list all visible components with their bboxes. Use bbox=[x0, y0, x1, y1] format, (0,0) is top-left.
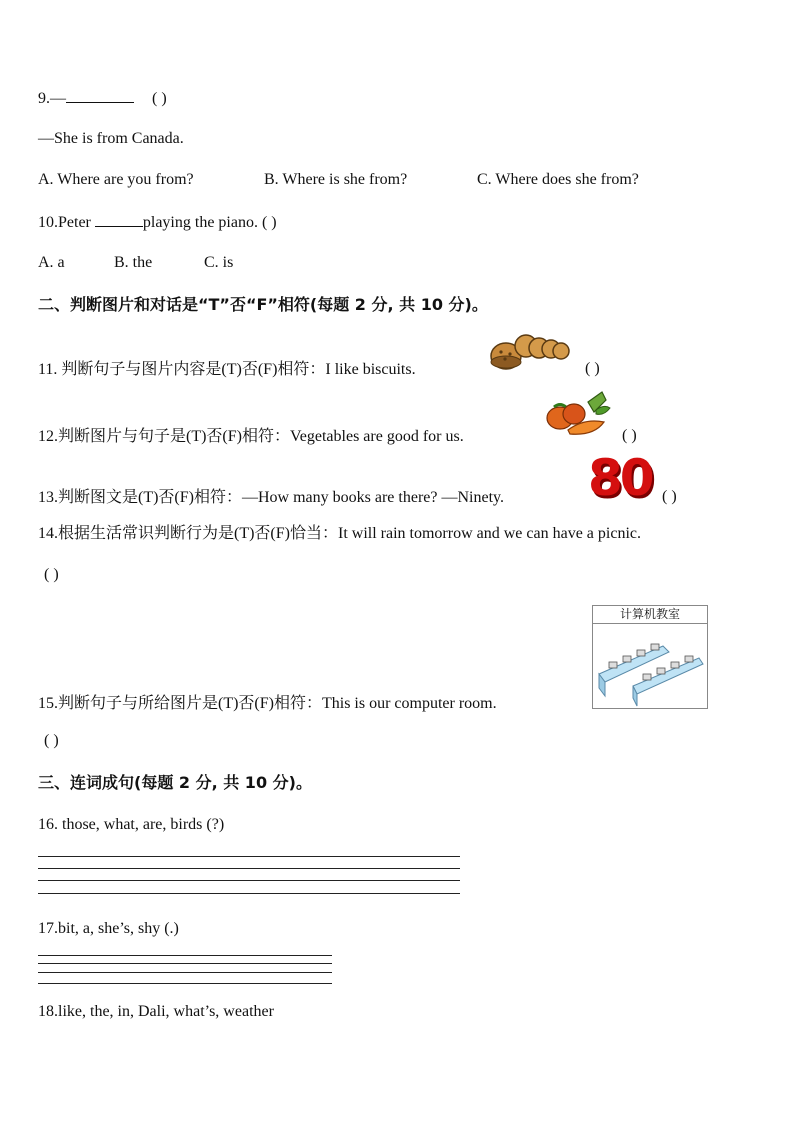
computer-room-image bbox=[592, 605, 708, 709]
q16-answer-line-4[interactable] bbox=[38, 893, 460, 894]
vegetables-image bbox=[544, 388, 612, 440]
q9-blank[interactable] bbox=[66, 88, 134, 103]
q17-text: 17.bit, a, she’s, shy (.) bbox=[38, 920, 179, 937]
q13-paren[interactable]: ( ) bbox=[662, 488, 677, 505]
q15-text: 15.判断句子与所给图片是(T)否(F)相符：This is our computer room. bbox=[38, 695, 497, 712]
q9-paren[interactable]: ( ) bbox=[152, 90, 167, 107]
q14-paren[interactable]: ( ) bbox=[44, 566, 59, 583]
q16-answer-line-2[interactable] bbox=[38, 868, 460, 869]
q10-before: 10.Peter bbox=[38, 214, 95, 231]
q10-stem bbox=[38, 212, 277, 233]
biscuits-image bbox=[486, 332, 572, 376]
q9-option-b[interactable]: B. Where is she from? bbox=[264, 171, 408, 188]
q16-text: 16. those, what, are, birds (?) bbox=[38, 816, 225, 833]
q17-answer-line-4[interactable] bbox=[38, 983, 332, 984]
q10-option-c[interactable]: C. is bbox=[204, 254, 234, 271]
q14-text: 14.根据生活常识判断行为是(T)否(F)恰当：It will rain tomorrow and we can have a picnic. bbox=[38, 525, 641, 542]
q11-paren[interactable]: ( ) bbox=[585, 360, 600, 377]
q17-answer-line-1[interactable] bbox=[38, 955, 332, 956]
q17-answer-line-2[interactable] bbox=[38, 963, 332, 964]
q9-answer-line: —She is from Canada. bbox=[38, 130, 184, 147]
q16-answer-line-1[interactable] bbox=[38, 856, 460, 857]
q10-option-b[interactable]: B. the bbox=[114, 254, 153, 271]
q10-after: playing the piano. ( ) bbox=[142, 214, 277, 231]
q9-stem bbox=[38, 88, 167, 109]
q13-text: 13.判断图文是(T)否(F)相符：—How many books are there? —Ninety. bbox=[38, 489, 504, 506]
number-eighty-image: 80 bbox=[588, 449, 652, 507]
q11-text: 11. 判断句子与图片内容是(T)否(F)相符：I like biscuits. bbox=[38, 361, 416, 378]
q9-prefix: 9.— bbox=[38, 90, 66, 107]
q9-option-c[interactable]: C. Where does she from? bbox=[477, 171, 639, 188]
q16-answer-line-3[interactable] bbox=[38, 880, 460, 881]
q12-paren[interactable]: ( ) bbox=[622, 427, 637, 444]
section3-title: 三、连词成句(每题 2 分, 共 10 分)。 bbox=[38, 773, 312, 792]
computer-room-drawing bbox=[593, 624, 707, 708]
q18-text: 18.like, the, in, Dali, what’s, weather bbox=[38, 1003, 274, 1020]
q10-option-a[interactable]: A. a bbox=[38, 254, 65, 271]
section2-title: 二、判断图片和对话是“T”否“F”相符(每题 2 分, 共 10 分)。 bbox=[38, 295, 488, 314]
q12-text: 12.判断图片与句子是(T)否(F)相符：Vegetables are good for us. bbox=[38, 428, 464, 445]
computer-room-caption: 计算机教室 bbox=[593, 606, 707, 624]
q17-answer-line-3[interactable] bbox=[38, 972, 332, 973]
q9-option-a[interactable]: A. Where are you from? bbox=[38, 171, 194, 188]
q10-blank[interactable] bbox=[95, 212, 143, 227]
q15-paren[interactable]: ( ) bbox=[44, 732, 59, 749]
